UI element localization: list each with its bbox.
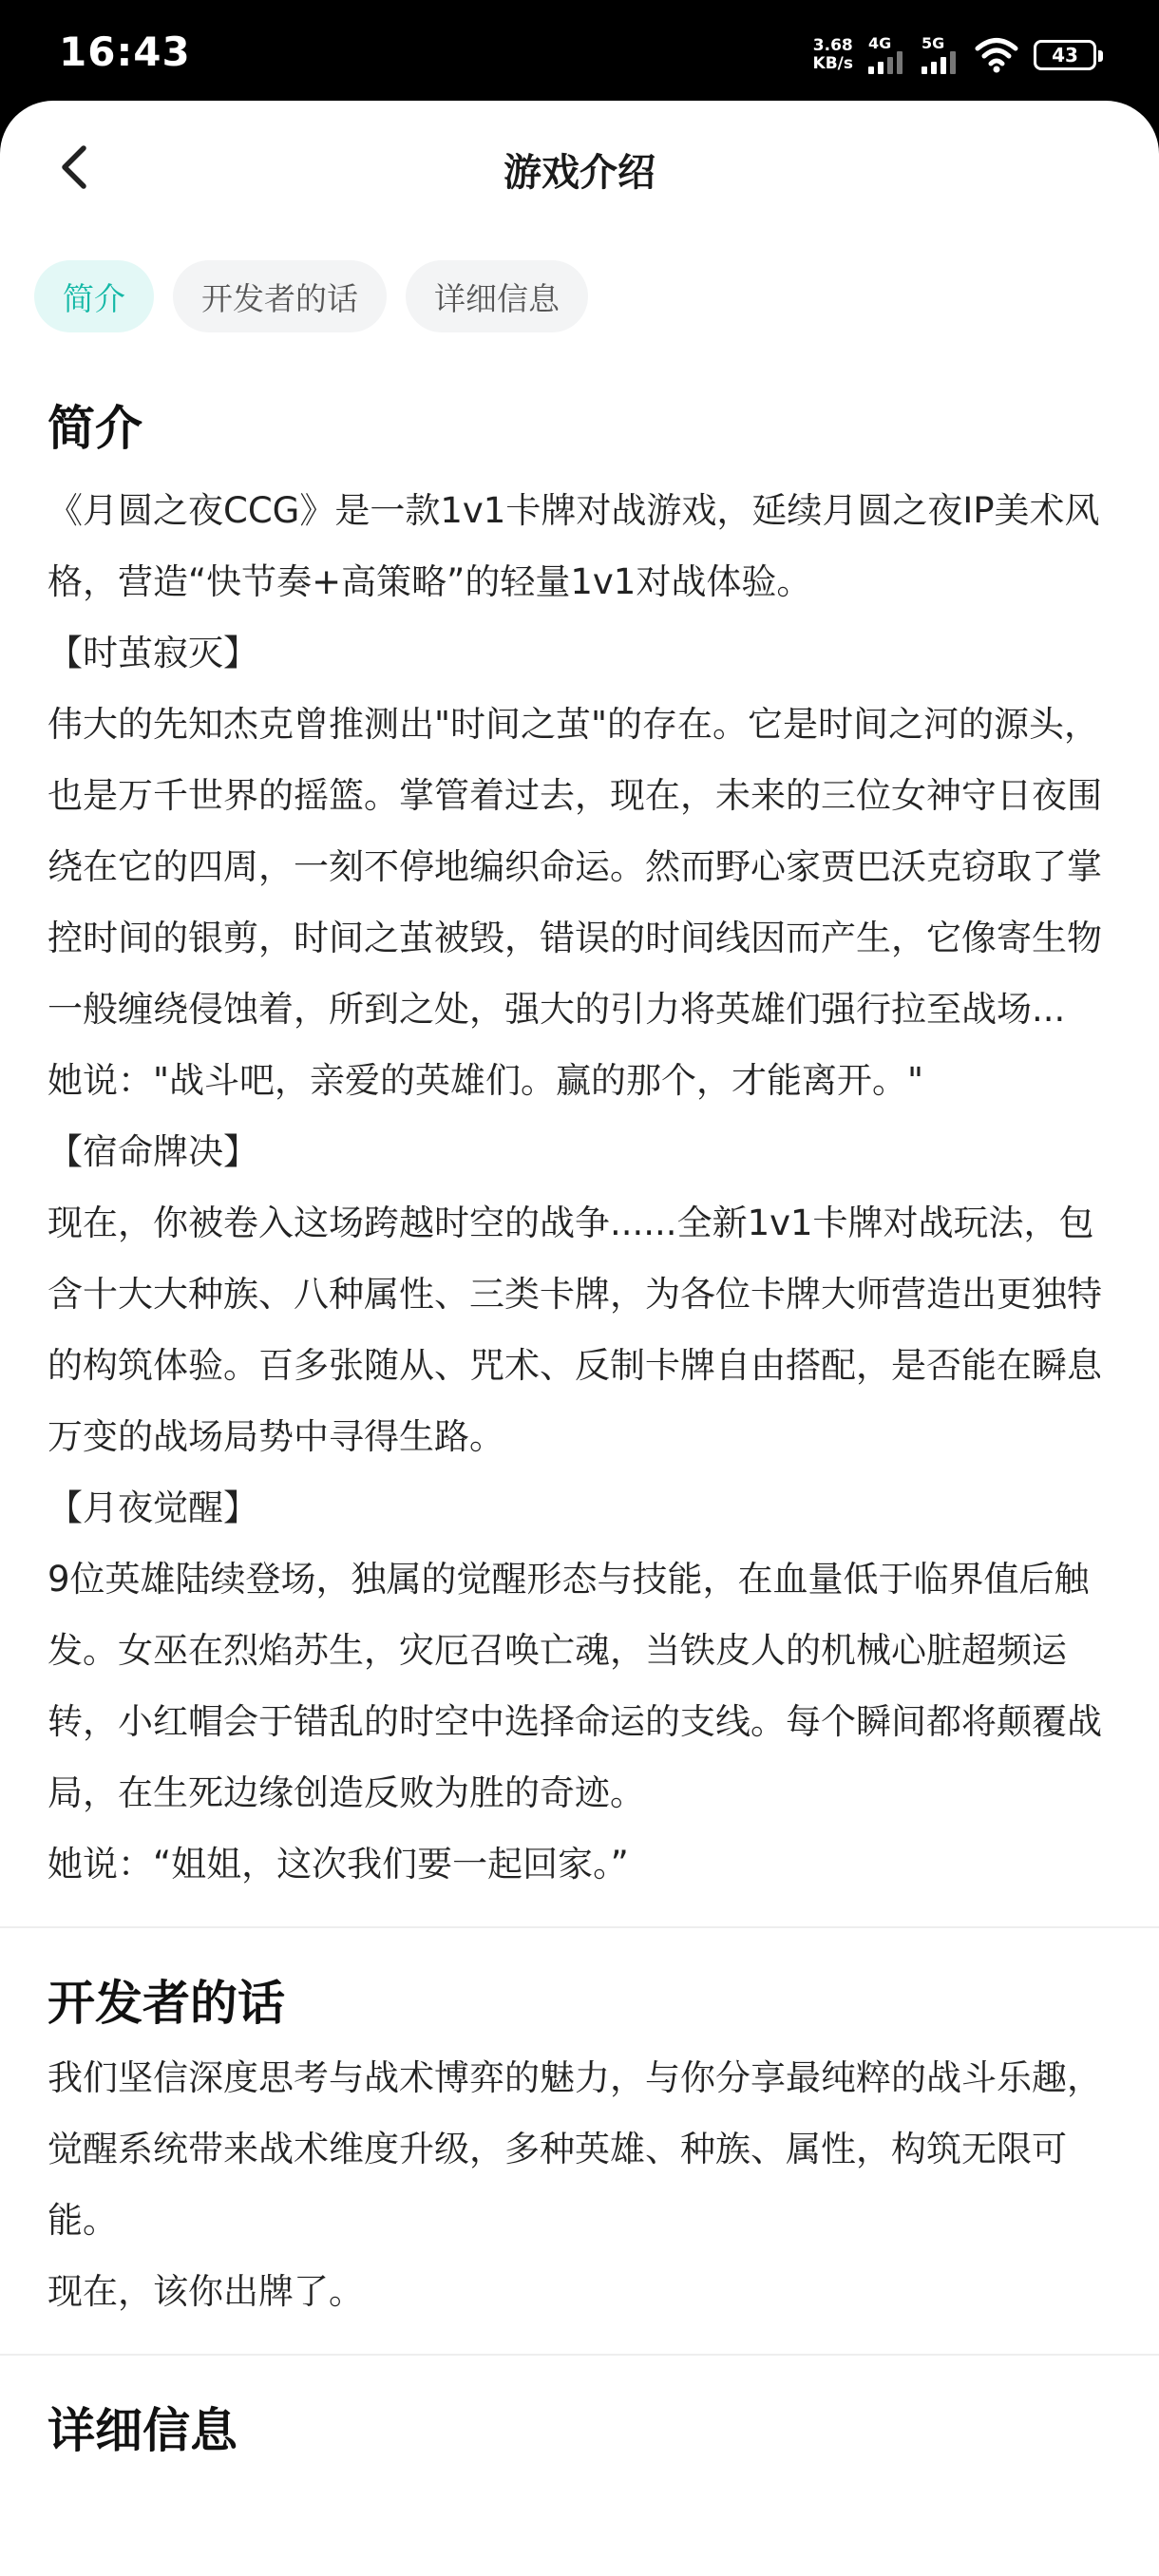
status-icons — [813, 32, 1096, 78]
signal-4g-label: 4G — [868, 34, 892, 52]
signal-5g-label: 5G — [922, 34, 945, 52]
intro-quote: 她说：“姐姐，这次我们要一起回家。” — [48, 1844, 629, 1885]
tab-bar — [34, 260, 588, 332]
intro-subheading: 【时茧寂灭】 — [48, 633, 258, 673]
intro-paragraph: 现在，你被卷入这场跨越时空的战争......全新1v1卡牌对战玩法，包含十大大种族、八种属性、三类卡牌，为各位卡牌大师营造出更独特的构筑体验。百多张随从、咒术、反制卡牌自由搭配，是否能在瞬息万变的战场局势中寻得生路。 — [48, 1203, 1102, 1457]
developer-title: 开发者的话 — [48, 1976, 285, 2031]
intro-subheading: 【月夜觉醒】 — [48, 1487, 258, 1528]
divider — [0, 2354, 1159, 2356]
intro-quote: 她说："战斗吧，亲爱的英雄们。赢的那个，才能离开。" — [48, 1060, 924, 1101]
intro-paragraph: 《月圆之夜CCG》是一款1v1卡牌对战游戏，延续月圆之夜IP美术风格，营造“快节奏+高策略”的轻量1v1对战体验。 — [48, 490, 1100, 602]
divider — [0, 1926, 1159, 1928]
intro-paragraph: 9位英雄陆续登场，独属的觉醒形态与技能，在血量低于临界值后触发。女巫在烈焰苏生，灾厄召唤亡魂，当铁皮人的机械心脏超频运转，小红帽会于错乱的时空中选择命运的支线。每个瞬间都将颠覆战局，在生死边缘创造反败为胜的奇迹。 — [48, 1559, 1102, 1813]
game-intro-sheet — [0, 101, 1159, 2576]
intro-paragraph: 伟大的先知杰克曾推测出"时间之茧"的存在。它是时间之河的源头，也是万千世界的摇篮。掌管着过去，现在，未来的三位女神守日夜围绕在它的四周，一刻不停地编织命运。然而野心家贾巴沃克窃取了掌控时间的银剪，时间之茧被毁，错误的时间线因而产生，它像寄生物一般缠绕侵蚀着，所到之处，强大的引力将英雄们强行拉至战场... — [48, 704, 1102, 1030]
content — [48, 395, 1117, 2491]
signal-4g-icon — [868, 36, 906, 74]
status-time: 16:43 — [59, 28, 191, 75]
nav-header — [0, 101, 1159, 234]
developer-paragraph: 我们坚信深度思考与战术博弈的魅力，与你分享最纯粹的战斗乐趣，觉醒系统带来战术维度升级，多种英雄、种族、属性，构筑无限可能。 — [48, 2057, 1102, 2241]
status-bar — [0, 0, 1159, 104]
developer-paragraph: 现在，该你出牌了。 — [48, 2271, 364, 2312]
details-title: 详细信息 — [48, 2403, 238, 2458]
wifi-icon — [975, 36, 1018, 74]
network-speed-unit: KB/s — [812, 54, 853, 73]
intro-subheading: 【宿命牌决】 — [48, 1131, 258, 1172]
tab-intro[interactable]: 简介 — [34, 260, 154, 332]
tab-developer-notes[interactable]: 开发者的话 — [173, 260, 387, 332]
battery-icon — [1034, 40, 1096, 70]
network-speed — [813, 37, 853, 73]
battery-level: 43 — [1052, 44, 1078, 66]
tab-details[interactable]: 详细信息 — [406, 260, 588, 332]
developer-section — [48, 1970, 1117, 2354]
intro-title: 简介 — [48, 401, 142, 456]
signal-5g-icon — [922, 36, 960, 74]
network-speed-value: 3.68 — [812, 36, 853, 55]
intro-section — [48, 395, 1117, 1926]
page-title: 游戏介绍 — [504, 151, 656, 195]
details-section — [48, 2397, 1117, 2491]
